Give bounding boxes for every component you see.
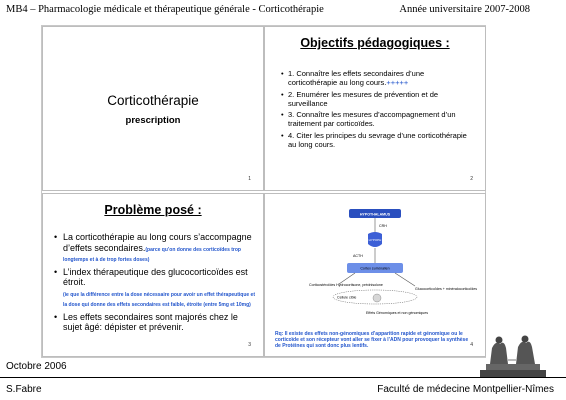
objective-item: • 1. Connaître les effets secondaires d’une corticothérapie au long cours.+++++ <box>281 69 471 88</box>
slide-1-page-number: 1 <box>248 176 251 182</box>
faculty-statue-logo <box>480 330 546 378</box>
slide-problem <box>42 193 264 357</box>
hpa-axis-diagram <box>265 194 485 334</box>
objective-item: • 2. Enumérer les mesures de prévention et de surveillance <box>281 90 471 109</box>
footer-divider <box>0 377 566 378</box>
slide-1-title: Corticothérapie <box>107 93 199 108</box>
slide-4-page-number: 4 <box>470 342 473 348</box>
objective-emphasis-note: +++++ <box>386 78 409 88</box>
corticosteroids-label: Corticostéroïdes Hydrocortisone, prédnisolone <box>309 283 383 287</box>
objectives-list <box>281 69 471 151</box>
slide-title <box>42 26 264 191</box>
slide-2-page-number: 2 <box>470 176 473 182</box>
nucleus-shape <box>373 294 381 302</box>
effects-label: Effets Génomiques et non génomiques <box>366 311 429 315</box>
footer-institution: Faculté de médecine Montpellier-Nîmes <box>377 384 554 395</box>
slide-2-title: Objectifs pédagogiques : <box>300 36 450 50</box>
problem-item: • Les effets secondaires sont majorés chez le sujet âgé: dépister et prévenir. <box>53 312 255 333</box>
problem-item: • La corticothérapie au long cours s’accompagne d’effets secondaires.(parce qu’on donne des corticoïdes trop longtemps et à de trop fortes doses) <box>53 232 255 264</box>
crh-label: CRH <box>379 224 387 228</box>
footer-date: Octobre 2006 <box>6 361 67 372</box>
target-cell-label: Cellule cible <box>337 295 357 300</box>
slide-3-page-number: 3 <box>248 342 251 348</box>
slide-axis-diagram <box>264 193 486 357</box>
slide-4-note: Rq: Il existe des effets non-génomiques d’apparition rapide et génomique ou le corticoïde et son récepteur vont aller se fixer à l’ADN pour provoquer la synthèse de Protéines qui sont donc plus lentifs. <box>275 331 469 349</box>
problem-list <box>53 232 255 336</box>
slide-3-title: Problème posé : <box>104 203 202 217</box>
header-academic-year: Année universitaire 2007-2008 <box>399 4 530 15</box>
arrow-right <box>395 273 415 286</box>
problem-note: (parce qu’on donne des corticoïdes trop longtemps et à de trop fortes doses) <box>63 246 241 263</box>
acth-label: ACTH <box>353 254 363 258</box>
slide-objectives <box>264 26 486 191</box>
problem-note: (ie que la différence entre la dose nécessaire pour avoir un effet thérapeutique et la dose qui donne des effets secondaires est faible, étroite (entre 5mg et 10mg) <box>63 291 255 308</box>
pituitary-label: HYPOPH <box>368 238 382 242</box>
problem-item: • L’index thérapeutique des glucocorticoïdes est étroit. (ie que la différence entre la dose nécessaire pour avoir un effet thérapeutique et la dose qui donne des effets secondaires est faible, étroite (entre 5mg et 10mg) <box>53 267 255 309</box>
header-course-title: MB4 – Pharmacologie médicale et thérapeutique générale - Corticothérapie <box>6 4 324 15</box>
adrenal-cortex-label: Cortex surrénalien <box>360 266 390 271</box>
objective-item: • 3. Connaître les mesures d’accompagnement d’un traitement par corticoïdes. <box>281 110 471 129</box>
slide-1-subtitle: prescription <box>125 115 181 126</box>
hypothalamus-label: HYPOTHALAMUS <box>359 212 391 217</box>
objective-item: • 4. Citer les principes du sevrage d’une corticothérapie au long cours. <box>281 131 471 150</box>
footer-author: S.Fabre <box>6 384 42 395</box>
glucocorticoids-label: Glucocorticoïdes + minéralocorticoïdes <box>415 287 478 291</box>
